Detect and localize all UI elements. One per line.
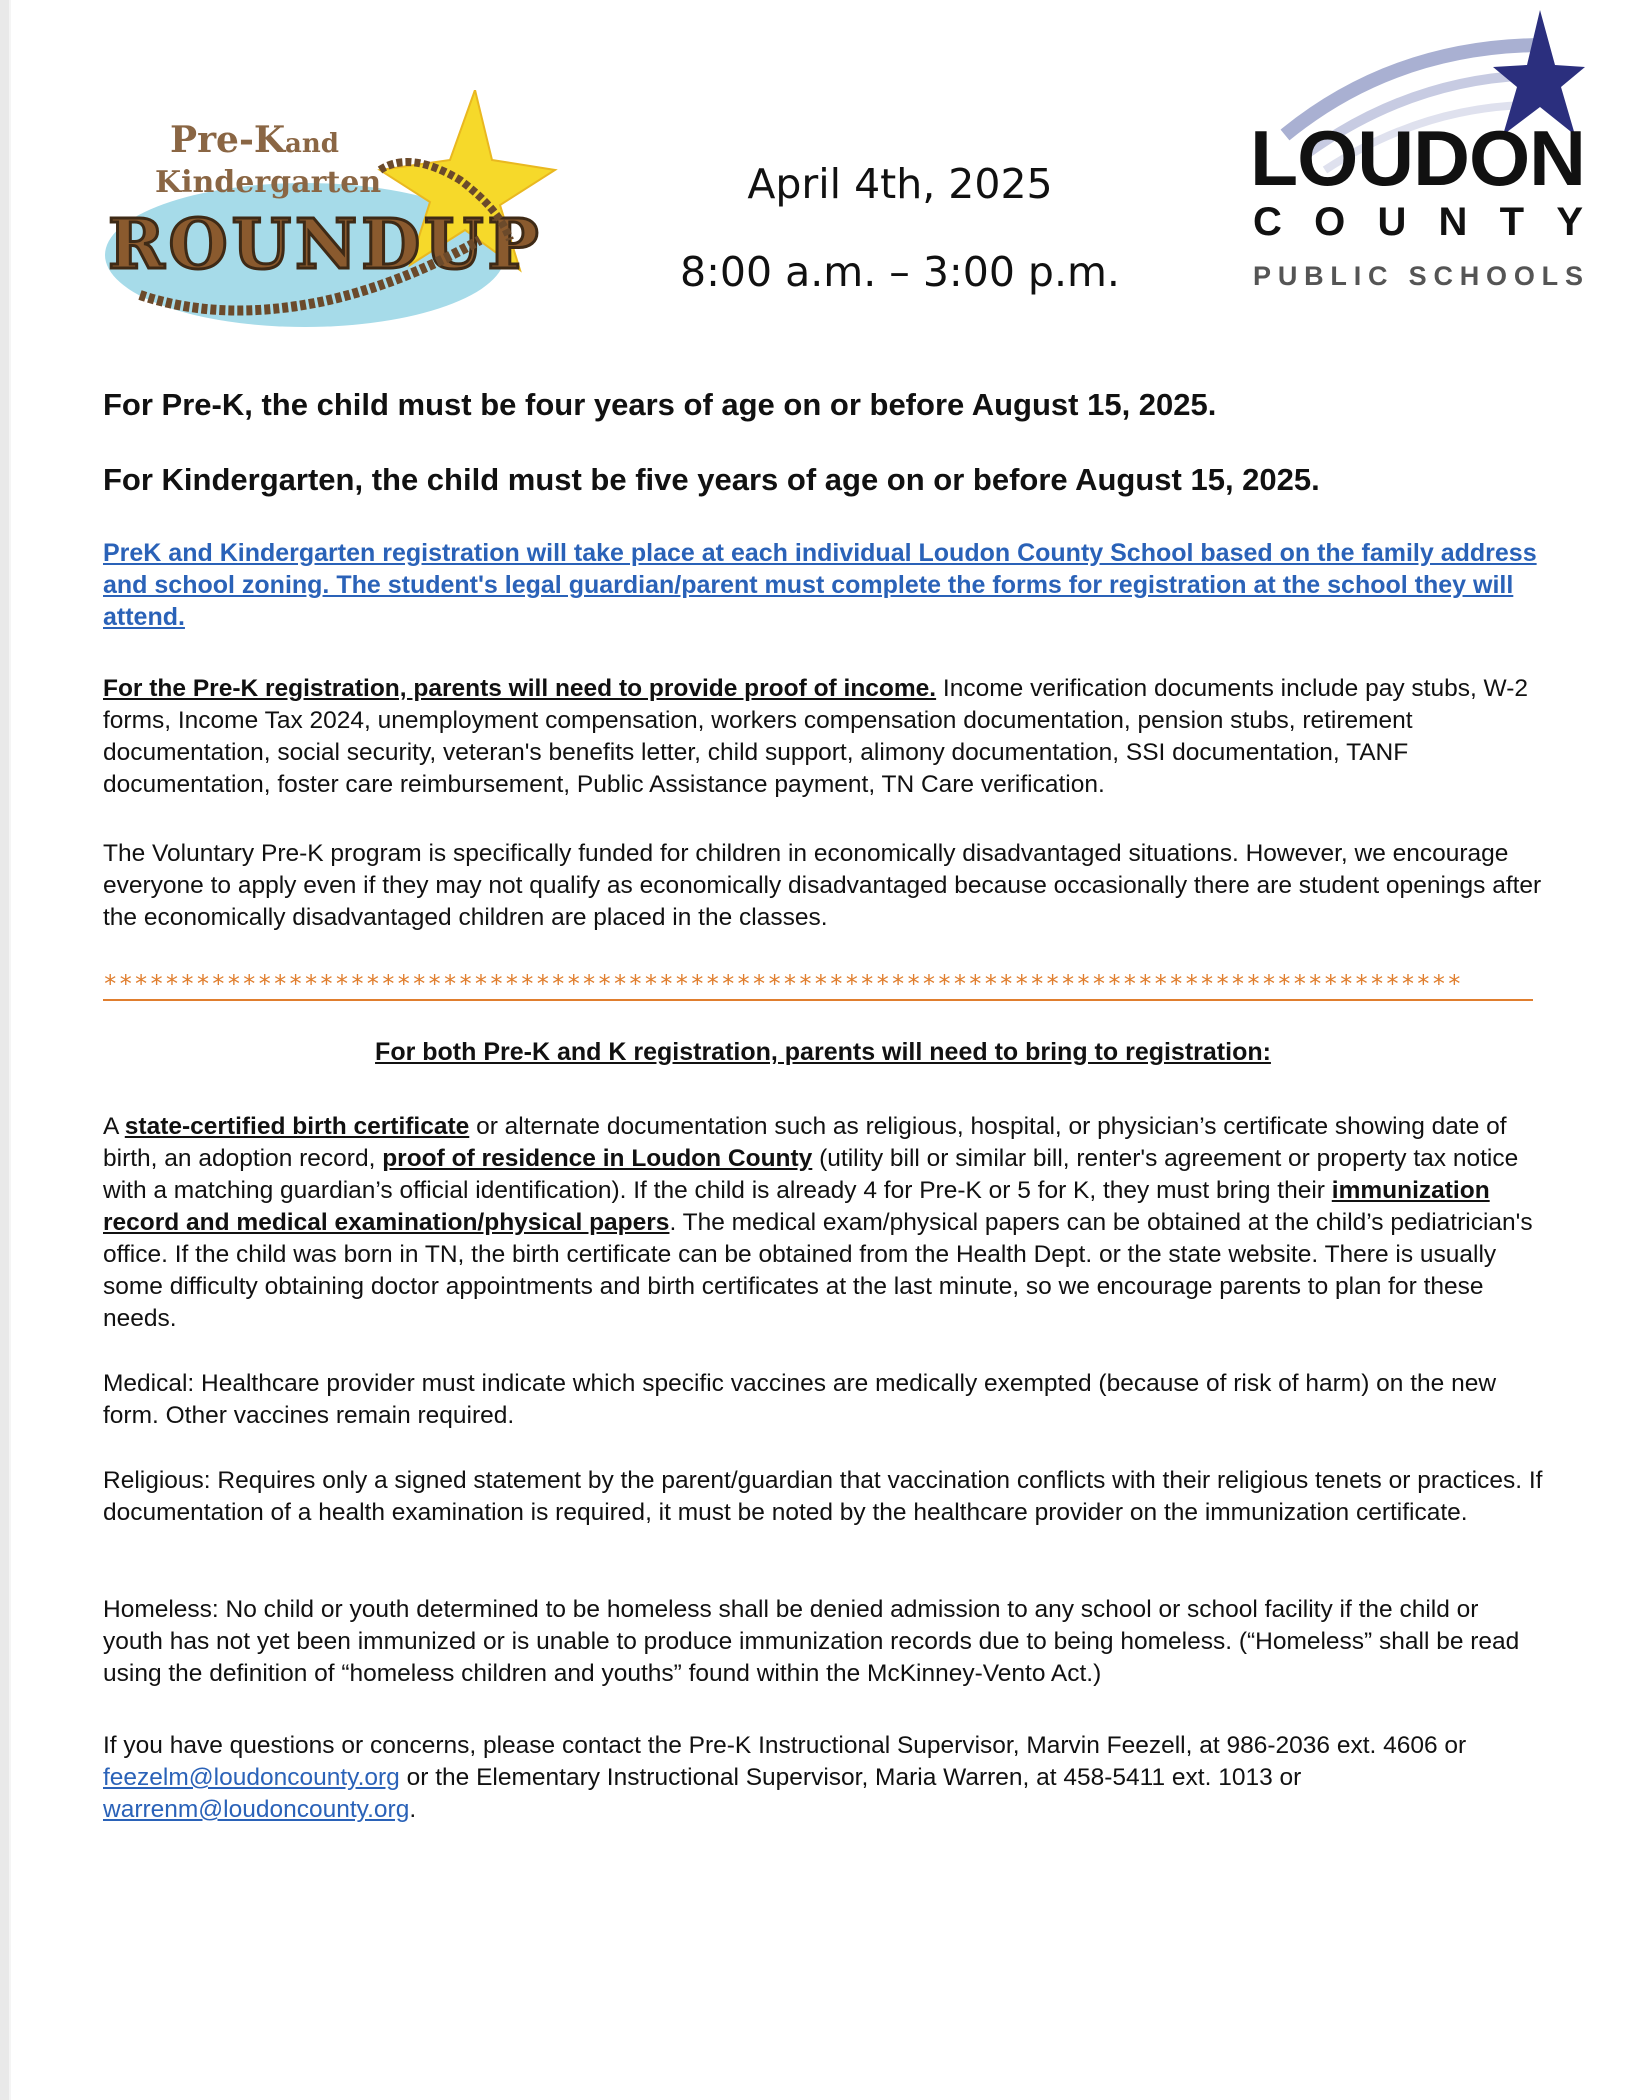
logo-kindergarten-text: Kindergarten xyxy=(155,165,382,200)
homeless-paragraph: Homeless: No child or youth determined to be homeless shall be denied admission to any school or school facility if the child or youth has not yet been immunized or is unable to produce immunization records due to being homeless. (“Homeless” shall be read using the definition of “homeless children and youths” found within the McKinney-Vento Act.) xyxy=(103,1596,1520,1687)
bring-text-2: or alternate documentation such as religious, hospital, or physician’s certificate showing date of birth, an adoption record, xyxy=(103,1113,1507,1172)
income-text: Income verification documents include pay stubs, W-2 forms, Income Tax 2024, unemployment compensation, workers compensation documentation, pension stubs, retirement documentation, social security, veteran's benefits letter, child support, alimony documentation, SSI documentation, TANF documentation, foster care reimbursement, Public Assistance payment, TN Care verification. xyxy=(103,675,1529,798)
logo-and-text: and xyxy=(285,129,339,159)
prek-eligibility: For Pre-K, the child must be four years of age on or before August 15, 2025. xyxy=(103,387,1217,422)
roundup-logo xyxy=(100,90,560,330)
registration-notice[interactable]: PreK and Kindergarten registration will take place at each individual Loudon County School based on the family address and school zoning. The student's legal guardian/parent must complete the forms for registration at the school they will attend. xyxy=(103,539,1537,631)
bring-paragraph xyxy=(103,1111,1543,1335)
bring-heading: For both Pre-K and K registration, parents will need to bring to registration: xyxy=(375,1038,1271,1066)
separator-line xyxy=(103,999,1533,1001)
immunization-emphasis: immunization record and medical examination/physical papers xyxy=(103,1177,1490,1236)
religious-paragraph: Religious: Requires only a signed statement by the parent/guardian that vaccination conflicts with their religious tenets or practices. If documentation of a health examination is required, it must be noted by the healthcare provider on the immunization certificate. xyxy=(103,1467,1543,1526)
bring-text-1: A xyxy=(103,1113,125,1140)
birth-certificate-emphasis: state-certified birth certificate xyxy=(124,1113,470,1140)
bring-text-4: . The medical exam/physical papers can be obtained at the child’s pediatrician's office. If the child was born in TN, the birth certificate can be obtained from the Health Dept. or the state website. There is usually some difficulty obtaining doctor appointments and birth certificates at the last minute, so we encourage parents to plan for these needs. xyxy=(103,1209,1533,1332)
event-date: April 4th, 2025 xyxy=(747,160,1053,208)
logo-prek-text: Pre-K xyxy=(170,119,286,161)
event-time: 8:00 a.m. – 3:00 p.m. xyxy=(680,248,1120,296)
income-lead: For the Pre-K registration, parents will need to provide proof of income. xyxy=(103,675,937,702)
medical-paragraph: Medical: Healthcare provider must indicate which specific vaccines are medically exempted (because of risk of harm) on the new form. Other vaccines remain required. xyxy=(103,1370,1497,1429)
contact-text-1: If you have questions or concerns, please contact the Pre-K Instructional Supervisor, Marvin Feezell, at 986-2036 ext. 4606 or xyxy=(103,1732,1467,1759)
contact-text-2: or the Elementary Instructional Supervisor, Maria Warren, at 458-5411 ext. 1013 or xyxy=(399,1764,1302,1791)
page-edge xyxy=(0,0,9,2100)
separator-asterisks: **************************************************************************************** xyxy=(103,972,1463,996)
page-edge-inner xyxy=(9,0,11,2100)
feezell-email-link[interactable]: feezelm@loudoncounty.org xyxy=(103,1764,400,1791)
income-paragraph xyxy=(103,673,1543,801)
kindergarten-eligibility: For Kindergarten, the child must be five years of age on or before August 15, 2025. xyxy=(103,462,1320,497)
bring-text-3: (utility bill or similar bill, renter's agreement or property tax notice with a matching guardian’s official identification). If the child is already 4 for Pre-K or 5 for K, they must bring their xyxy=(103,1145,1519,1204)
residence-emphasis: proof of residence in Loudon County xyxy=(382,1145,813,1172)
contact-paragraph xyxy=(103,1730,1543,1826)
logo-loudon-text: LOUDON xyxy=(1250,114,1585,202)
logo-county-text: COUNTY xyxy=(1253,200,1583,244)
voluntary-prek-paragraph: The Voluntary Pre-K program is specifically funded for children in economically disadvantaged situations. However, we encourage everyone to apply even if they may not qualify as economically disadvantaged because occasionally there are student openings after the economically disadvantaged children are placed in the classes. xyxy=(103,840,1542,931)
contact-text-3: . xyxy=(409,1796,417,1823)
logo-public-schools-text: PUBLIC SCHOOLS xyxy=(1253,261,1583,291)
logo-roundup-text: ROUNDUP xyxy=(108,205,543,285)
warren-email-link[interactable]: warrenm@loudoncounty.org xyxy=(103,1796,410,1823)
loudon-county-logo xyxy=(1245,5,1590,305)
